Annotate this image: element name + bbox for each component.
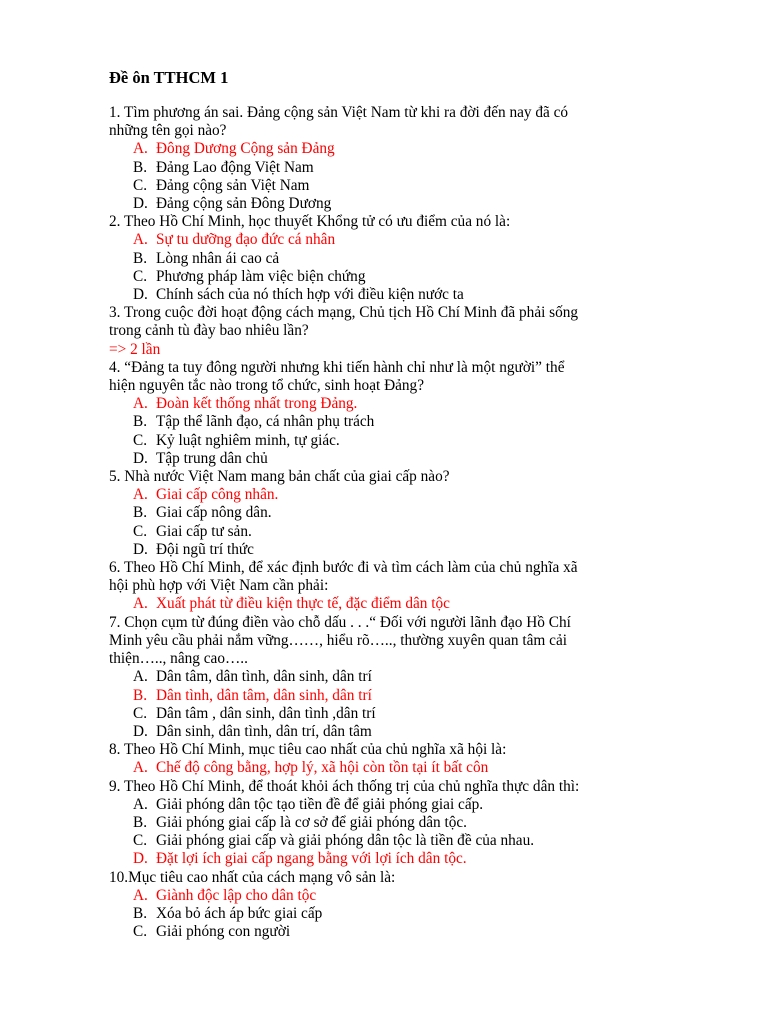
option-letter: C. bbox=[133, 832, 148, 850]
answer-option bbox=[133, 814, 649, 832]
option-text: Kỷ luật nghiêm minh, tự giác. bbox=[156, 431, 340, 449]
answer-option-correct bbox=[133, 850, 649, 868]
question-text-continued: những tên gọi nào? bbox=[109, 122, 227, 140]
option-letter: D. bbox=[133, 850, 148, 868]
option-text: Sự tu dưỡng đạo đức cá nhân bbox=[156, 231, 336, 249]
question-text: 10.Mục tiêu cao nhất của cách mạng vô sản là: bbox=[109, 868, 396, 886]
option-text: Phương pháp làm việc biện chứng bbox=[156, 267, 366, 285]
answer-option bbox=[133, 286, 649, 304]
answer-option-correct bbox=[133, 687, 649, 705]
answer-option bbox=[133, 450, 649, 468]
option-letter: D. bbox=[133, 722, 148, 740]
option-text: Chế độ công bằng, hợp lý, xã hội còn tồn tại ít bất côn bbox=[156, 759, 489, 777]
option-text: Đảng Lao động Việt Nam bbox=[156, 158, 314, 176]
option-letter: C. bbox=[133, 704, 148, 722]
question-text-continued: Minh yêu cầu phải nắm vững……, hiểu rõ….., thường xuyên quan tâm cải bbox=[109, 631, 567, 649]
question-text: 4. “Đảng ta tuy đông người nhưng khi tiến hành chỉ như là một người” thể bbox=[109, 358, 565, 376]
answer-option bbox=[133, 705, 649, 723]
option-letter: B. bbox=[133, 686, 148, 704]
question-text-continued: thiện….., nâng cao….. bbox=[109, 650, 248, 668]
option-text: Giải phóng giai cấp và giải phóng dân tộc là tiền đề của nhau. bbox=[156, 832, 535, 850]
option-text: Dân tâm , dân sinh, dân tình ,dân trí bbox=[156, 704, 376, 722]
option-text: Đảng cộng sản Việt Nam bbox=[156, 176, 310, 194]
option-letter: C. bbox=[133, 431, 148, 449]
answer-option bbox=[133, 832, 649, 850]
answer-option bbox=[133, 250, 649, 268]
document-title: Đề ôn TTHCM 1 bbox=[109, 68, 229, 87]
question-list bbox=[109, 104, 649, 941]
answer-option bbox=[133, 504, 649, 522]
option-text: Đông Dương Cộng sản Đảng bbox=[156, 140, 335, 158]
option-text: Giải phóng giai cấp là cơ sở để giải phóng dân tộc. bbox=[156, 813, 467, 831]
answer-option bbox=[133, 668, 649, 686]
option-text: Giành độc lập cho dân tộc bbox=[156, 886, 317, 904]
option-text: Dân tình, dân tâm, dân sinh, dân trí bbox=[156, 686, 372, 704]
option-letter: A. bbox=[133, 668, 148, 686]
answer-option-correct bbox=[133, 595, 649, 613]
answer-option bbox=[133, 905, 649, 923]
option-text: Dân tâm, dân tình, dân sinh, dân trí bbox=[156, 668, 372, 686]
answer-option-correct bbox=[133, 759, 649, 777]
question-text-continued: hội phù hợp với Việt Nam cần phải: bbox=[109, 577, 329, 595]
question-text-continued: trong cảnh tù đày bao nhiêu lần? bbox=[109, 322, 309, 340]
question-text: 8. Theo Hồ Chí Minh, mục tiêu cao nhất của chủ nghĩa xã hội là: bbox=[109, 741, 507, 759]
option-letter: B. bbox=[133, 813, 148, 831]
answer-option bbox=[133, 159, 649, 177]
question-text-continued: hiện nguyên tắc nào trong tổ chức, sinh hoạt Đảng? bbox=[109, 377, 424, 395]
option-text: Tập thể lãnh đạo, cá nhân phụ trách bbox=[156, 413, 375, 431]
answer-option bbox=[133, 523, 649, 541]
option-letter: A. bbox=[133, 795, 148, 813]
option-letter: A. bbox=[133, 759, 148, 777]
question-text: 2. Theo Hồ Chí Minh, học thuyết Khổng tử có ưu điểm của nó là: bbox=[109, 213, 511, 231]
option-text: Xóa bỏ ách áp bức giai cấp bbox=[156, 904, 323, 922]
option-text: Dân sinh, dân tình, dân trí, dân tâm bbox=[156, 722, 372, 740]
option-letter: A. bbox=[133, 886, 148, 904]
answer-option-correct bbox=[133, 395, 649, 413]
question-text: 3. Trong cuộc đời hoạt động cách mạng, Chủ tịch Hồ Chí Minh đã phải sống bbox=[109, 304, 579, 322]
option-letter: B. bbox=[133, 158, 148, 176]
answer-option bbox=[133, 413, 649, 431]
option-text: Giai cấp tư sản. bbox=[156, 522, 252, 540]
option-letter: A. bbox=[133, 395, 148, 413]
answer-option bbox=[133, 923, 649, 941]
option-text: Giải phóng dân tộc tạo tiền đề để giải phóng giai cấp. bbox=[156, 795, 484, 813]
option-letter: D. bbox=[133, 195, 148, 213]
option-text: Đặt lợi ích giai cấp ngang bằng với lợi ích dân tộc. bbox=[156, 850, 467, 868]
option-text: Chính sách của nó thích hợp với điều kiện nước ta bbox=[156, 286, 464, 304]
answer-option-correct bbox=[133, 140, 649, 158]
answer-option-correct bbox=[133, 887, 649, 905]
answer-option bbox=[133, 432, 649, 450]
option-letter: C. bbox=[133, 522, 148, 540]
option-text: Tập trung dân chủ bbox=[156, 449, 268, 467]
question-text: 1. Tìm phương án sai. Đảng cộng sản Việt Nam từ khi ra đời đến nay đã có bbox=[109, 104, 569, 121]
option-letter: D. bbox=[133, 540, 148, 558]
answer-option bbox=[133, 195, 649, 213]
answer-option bbox=[133, 541, 649, 559]
option-letter: B. bbox=[133, 413, 148, 431]
option-letter: B. bbox=[133, 504, 148, 522]
option-text: Đội ngũ trí thức bbox=[156, 540, 254, 558]
option-text: Đoàn kết thống nhất trong Đảng. bbox=[156, 395, 358, 413]
answer-option bbox=[133, 796, 649, 814]
option-text: Giai cấp nông dân. bbox=[156, 504, 272, 522]
option-letter: C. bbox=[133, 923, 148, 941]
answer-option bbox=[133, 177, 649, 195]
option-text: Giai cấp công nhân. bbox=[156, 486, 279, 504]
option-letter: B. bbox=[133, 904, 148, 922]
option-letter: A. bbox=[133, 140, 148, 158]
option-letter: C. bbox=[133, 267, 148, 285]
answer-option-correct bbox=[133, 486, 649, 504]
option-letter: B. bbox=[133, 249, 148, 267]
answer-option-correct bbox=[133, 231, 649, 249]
option-letter: D. bbox=[133, 286, 148, 304]
question-text: 5. Nhà nước Việt Nam mang bản chất của giai cấp nào? bbox=[109, 468, 450, 486]
question-text: 9. Theo Hồ Chí Minh, để thoát khỏi ách thống trị của chủ nghĩa thực dân thì: bbox=[109, 777, 580, 795]
option-letter: A. bbox=[133, 231, 148, 249]
answer-option bbox=[133, 268, 649, 286]
option-letter: A. bbox=[133, 595, 148, 613]
option-text: Xuất phát từ điều kiện thực tế, đặc điểm dân tộc bbox=[156, 595, 450, 613]
option-letter: A. bbox=[133, 486, 148, 504]
option-text: Giải phóng con người bbox=[156, 923, 291, 941]
option-text: Đảng cộng sản Đông Dương bbox=[156, 195, 332, 213]
question-text: 6. Theo Hồ Chí Minh, để xác định bước đi và tìm cách làm của chủ nghĩa xã bbox=[109, 559, 578, 577]
option-letter: C. bbox=[133, 176, 148, 194]
answer-option bbox=[133, 723, 649, 741]
question-text: 7. Chọn cụm từ đúng điền vào chỗ dấu . . .“ Đối với người lãnh đạo Hồ Chí bbox=[109, 613, 571, 631]
option-text: Lòng nhân ái cao cả bbox=[156, 249, 280, 267]
option-letter: D. bbox=[133, 449, 148, 467]
answer-text: => 2 lần bbox=[109, 340, 161, 358]
